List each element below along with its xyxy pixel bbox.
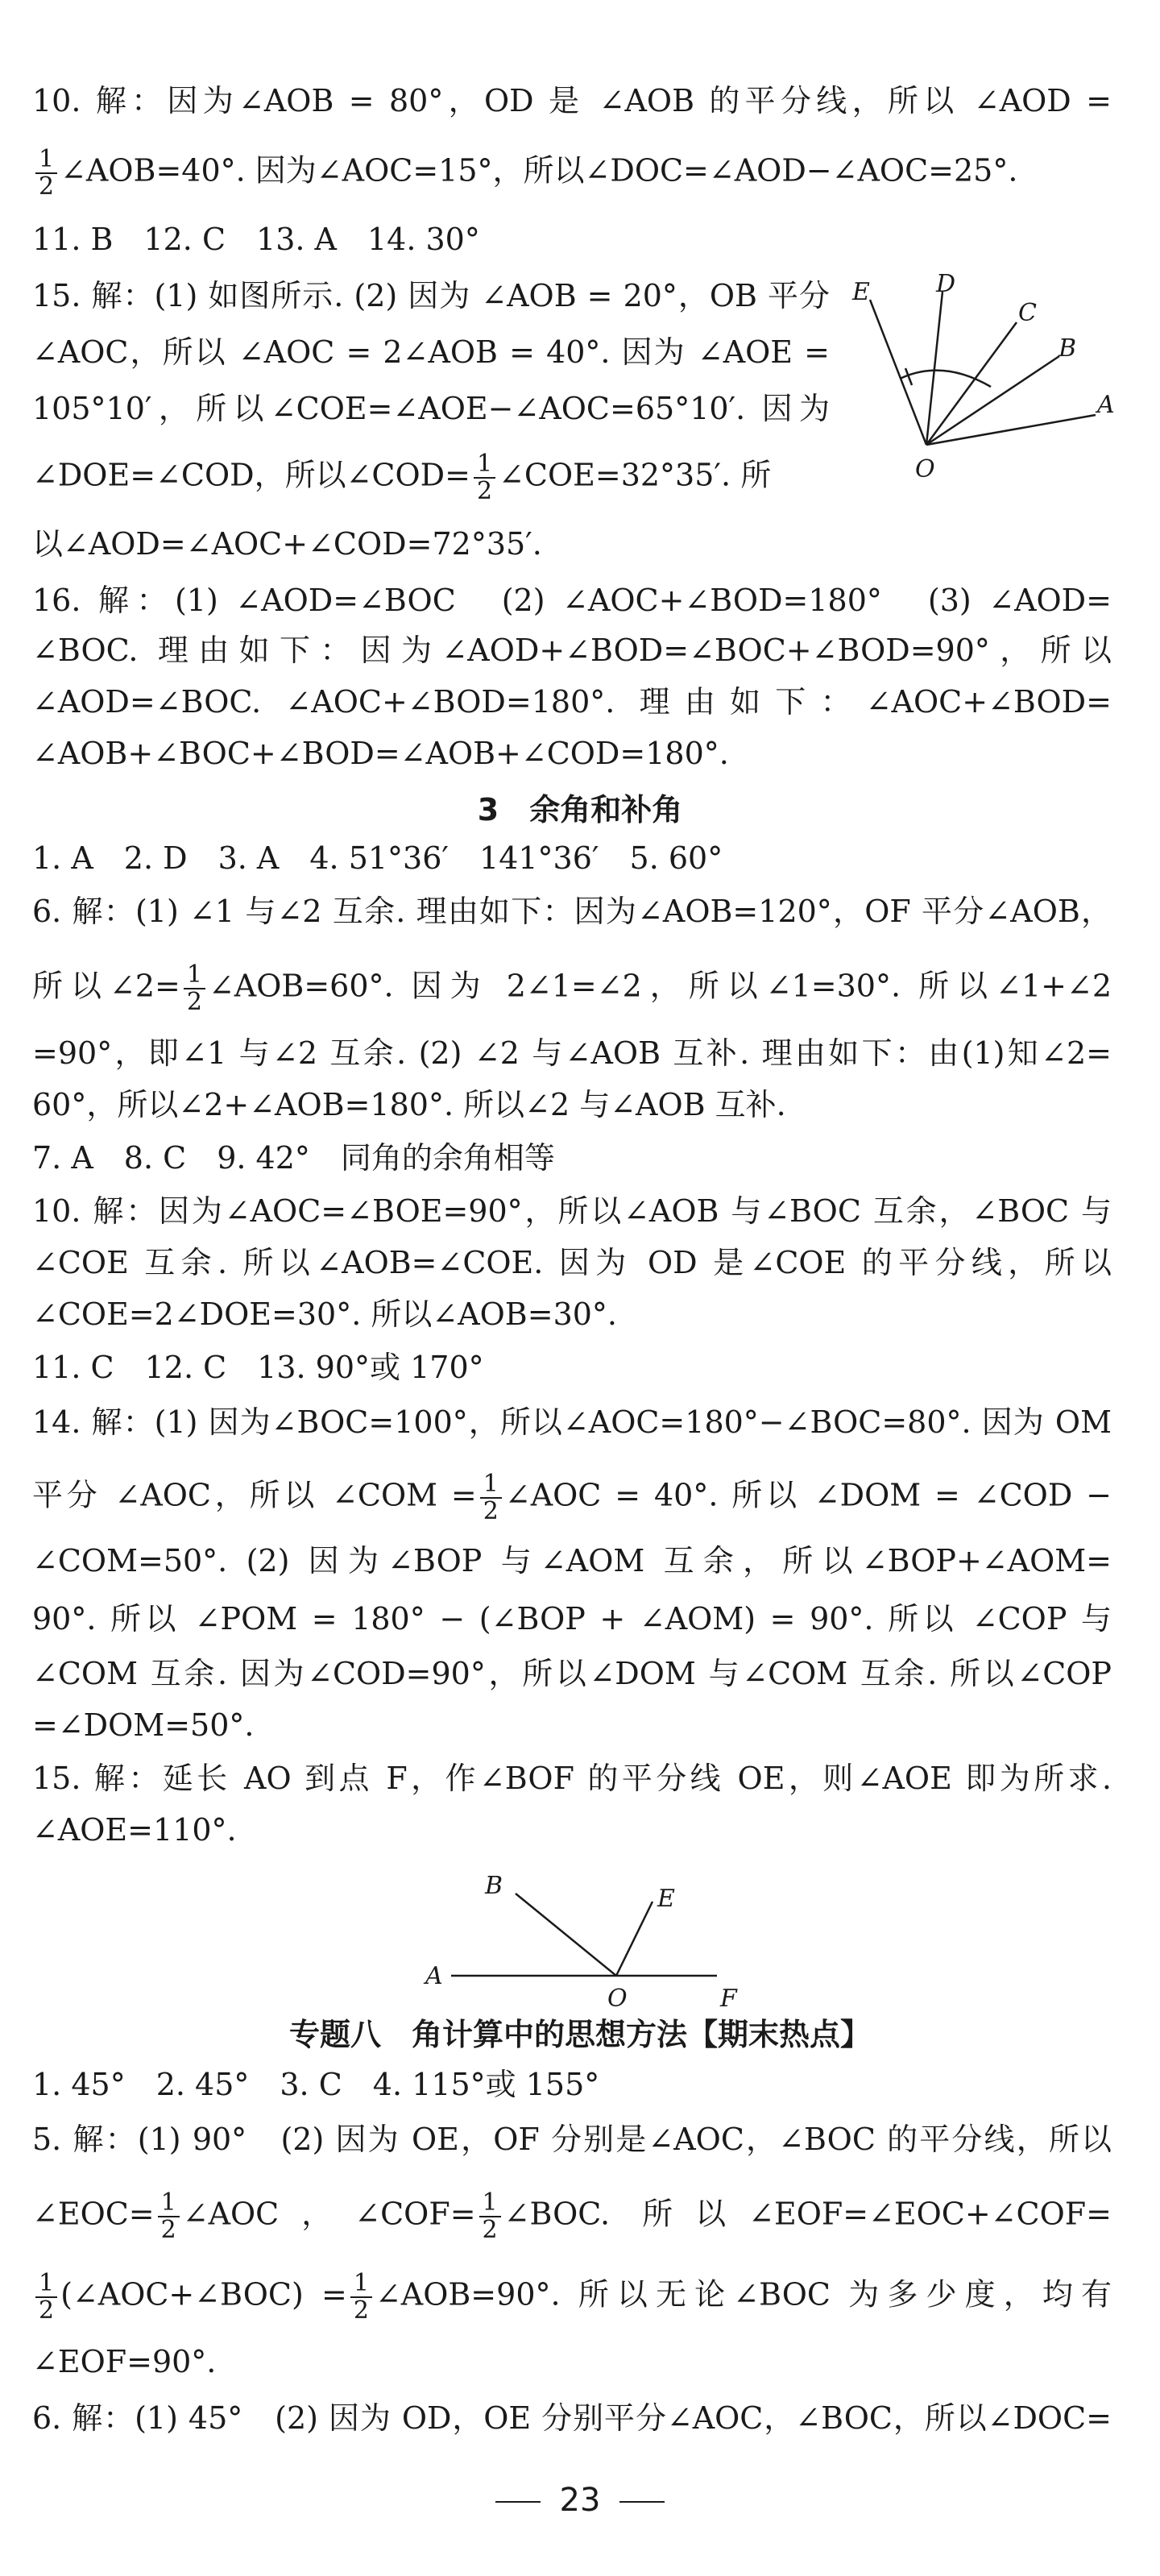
fraction-numerator: 1: [480, 1471, 502, 1499]
text-line: 1. A 2. D 3. A 4. 51°36′ 141°36′ 5. 60°: [32, 840, 723, 876]
fraction: [184, 962, 205, 1015]
fraction-numerator: 1: [35, 2271, 57, 2298]
fraction-denominator: 2: [39, 2296, 55, 2325]
text-segment: ∠EOC=: [32, 2196, 155, 2232]
angle-figure-2: [411, 1853, 757, 2014]
text-line: ∠COM=50°. (2) 因为∠BOP 与∠AOM 互余，所以∠BOP+∠AOM=: [32, 1543, 1112, 1578]
text-line: 16. 解：(1) ∠AOD=∠BOC (2) ∠AOC+∠BOD=180° (3) ∠AOD=: [32, 583, 1112, 618]
text-line: 6. 解：(1) ∠1 与∠2 互余. 理由如下：因为∠AOB=120°，OF 平分∠AOB，: [32, 894, 1112, 929]
ray-od: [926, 292, 942, 445]
text-segment: (∠AOC+∠BOC) =: [60, 2276, 347, 2313]
text-line: 10. 解：因为∠AOB = 80°，OD 是 ∠AOB 的平分线，所以 ∠AOD =: [32, 83, 1112, 118]
text-line: ∠COE=2∠DOE=30°. 所以∠AOB=30°.: [32, 1296, 618, 1332]
text-line: [32, 1471, 1112, 1524]
fraction-numerator: 1: [479, 2190, 501, 2217]
text-line: ∠EOF=90°.: [32, 2344, 217, 2379]
text-line: =90°，即∠1 与∠2 互余. (2) ∠2 与∠AOB 互补. 理由如下：由(1)知∠2=: [32, 1035, 1112, 1071]
ray-ob: [926, 356, 1059, 445]
text-line: [32, 147, 1112, 200]
label-e: E: [657, 1885, 675, 1913]
page-number-dash: [619, 2501, 665, 2503]
fraction-denominator: 2: [483, 1497, 499, 1525]
fraction-denominator: 2: [160, 2216, 176, 2244]
text-line: ∠COE 互余. 所以∠AOB=∠COE. 因为 OD 是∠COE 的平分线，所以: [32, 1245, 1112, 1280]
text-line: 90°. 所以 ∠POM = 180° − (∠BOP + ∠AOM) = 90°. 所以 ∠COP 与: [32, 1601, 1112, 1636]
text-segment: ∠AOB=40°. 因为∠AOC=15°，所以∠DOC=∠AOD−∠AOC=25°.: [60, 152, 1018, 189]
text-line: 11. C 12. C 13. 90°或 170°: [32, 1350, 484, 1385]
text-line: ∠AOB+∠BOC+∠BOD=∠AOB+∠COD=180°.: [32, 736, 729, 771]
text-line: [32, 962, 1112, 1015]
text-segment: ∠AOC，∠COF=: [182, 2196, 476, 2232]
fraction-numerator: 1: [184, 962, 205, 989]
fraction-numerator: 1: [350, 2271, 372, 2298]
fraction: [158, 2190, 180, 2243]
fraction: [480, 1471, 502, 1524]
text-line: 以∠AOD=∠AOC+∠COD=72°35′.: [32, 526, 542, 562]
fraction: [35, 2271, 57, 2324]
fraction-numerator: 1: [158, 2190, 180, 2217]
fraction-denominator: 2: [39, 172, 55, 201]
text-line: [32, 2271, 1112, 2324]
text-segment: 所以∠2=: [32, 968, 180, 1004]
label-e: E: [852, 278, 870, 306]
fraction-denominator: 2: [482, 2216, 498, 2244]
text-line: 7. A 8. C 9. 42° 同角的余角相等: [32, 1140, 555, 1176]
text-line: 10. 解：因为∠AOC=∠BOE=90°，所以∠AOB 与∠BOC 互余，∠BOC 与: [32, 1193, 1112, 1229]
label-b: B: [1058, 334, 1077, 363]
text-line: 11. B 12. C 13. A 14. 30°: [32, 222, 480, 257]
text-segment: ∠COE=32°35′. 所: [499, 457, 772, 493]
fraction: [474, 451, 495, 504]
label-f: F: [720, 1985, 737, 2013]
text-segment: ∠DOE=∠COD，所以∠COD=: [32, 457, 470, 493]
fraction: [35, 147, 57, 200]
page-number-text: 23: [559, 2482, 601, 2519]
fraction-denominator: 2: [186, 988, 202, 1016]
fraction-denominator: 2: [353, 2296, 369, 2325]
angle-figure-1: [838, 266, 1128, 483]
page-number: [0, 2482, 1160, 2519]
text-segment: ∠BOC. 所以∠EOF=∠EOC+∠COF=: [503, 2196, 1112, 2232]
label-o: O: [915, 455, 935, 483]
page-number-dash: [495, 2501, 541, 2503]
text-line: 1. 45° 2. 45° 3. C 4. 115°或 155°: [32, 2067, 600, 2102]
fraction-denominator: 2: [476, 477, 493, 505]
ray-ob: [516, 1894, 616, 1976]
text-line: 60°，所以∠2+∠AOB=180°. 所以∠2 与∠AOB 互补.: [32, 1087, 786, 1122]
text-line: 6. 解：(1) 45° (2) 因为 OD，OE 分别平分∠AOC，∠BOC，所以∠DOC=: [32, 2400, 1112, 2436]
label-o: O: [607, 1985, 628, 2013]
text-segment: ∠AOB=90°. 所以无论∠BOC 为多少度，均有: [375, 2276, 1112, 2313]
text-line: ∠AOE=110°.: [32, 1812, 237, 1848]
label-a: A: [425, 1962, 443, 1990]
text-segment: 平分 ∠AOC，所以 ∠COM =: [32, 1477, 477, 1513]
ray-oe: [616, 1902, 652, 1976]
section-heading: 3 余角和补角: [477, 792, 683, 828]
text-segment: ∠AOB=60°. 因为 2∠1=∠2，所以∠1=30°. 所以∠1+∠2: [208, 968, 1112, 1004]
text-line: ∠AOD=∠BOC. ∠AOC+∠BOD=180°. 理由如下：∠AOC+∠BOD=: [32, 684, 1112, 720]
label-a: A: [1097, 391, 1115, 419]
text-line: [32, 2190, 1112, 2243]
angle-arc: [900, 371, 991, 387]
text-line: ∠BOC. 理由如下：因为∠AOD+∠BOD=∠BOC+∠BOD=90°，所以: [32, 633, 1112, 668]
text-line: ∠AOC，所以 ∠AOC = 2∠AOB = 40°. 因为 ∠AOE =: [32, 334, 830, 370]
label-d: D: [936, 270, 956, 298]
ray-oa: [926, 415, 1096, 445]
fraction: [350, 2271, 372, 2324]
text-line: ∠COM 互余. 因为∠COD=90°，所以∠DOM 与∠COM 互余. 所以∠COP: [32, 1656, 1112, 1691]
text-line: 5. 解：(1) 90° (2) 因为 OE，OF 分别是∠AOC，∠BOC 的平分线，所以: [32, 2122, 1112, 2157]
text-line: 15. 解：(1) 如图所示. (2) 因为 ∠AOB = 20°，OB 平分: [32, 278, 830, 313]
text-line: =∠DOM=50°.: [32, 1707, 255, 1743]
text-line: 15. 解：延长 AO 到点 F，作∠BOF 的平分线 OE，则∠AOE 即为所求.: [32, 1761, 1112, 1796]
ray-oc: [926, 322, 1017, 445]
fraction-numerator: 1: [35, 147, 57, 174]
text-line: 105°10′，所以∠COE=∠AOE−∠AOC=65°10′. 因为: [32, 391, 830, 426]
text-line: 14. 解：(1) 因为∠BOC=100°，所以∠AOC=180°−∠BOC=80°. 因为 OM: [32, 1404, 1112, 1440]
fraction-numerator: 1: [474, 451, 495, 479]
text-line: [32, 451, 830, 504]
section-heading: 专题八 角计算中的思想方法【期末热点】: [288, 2017, 871, 2052]
fraction: [479, 2190, 501, 2243]
label-b: B: [485, 1872, 503, 1900]
text-segment: ∠AOC = 40°. 所以 ∠DOM = ∠COD −: [504, 1477, 1112, 1513]
label-c: C: [1018, 299, 1037, 327]
